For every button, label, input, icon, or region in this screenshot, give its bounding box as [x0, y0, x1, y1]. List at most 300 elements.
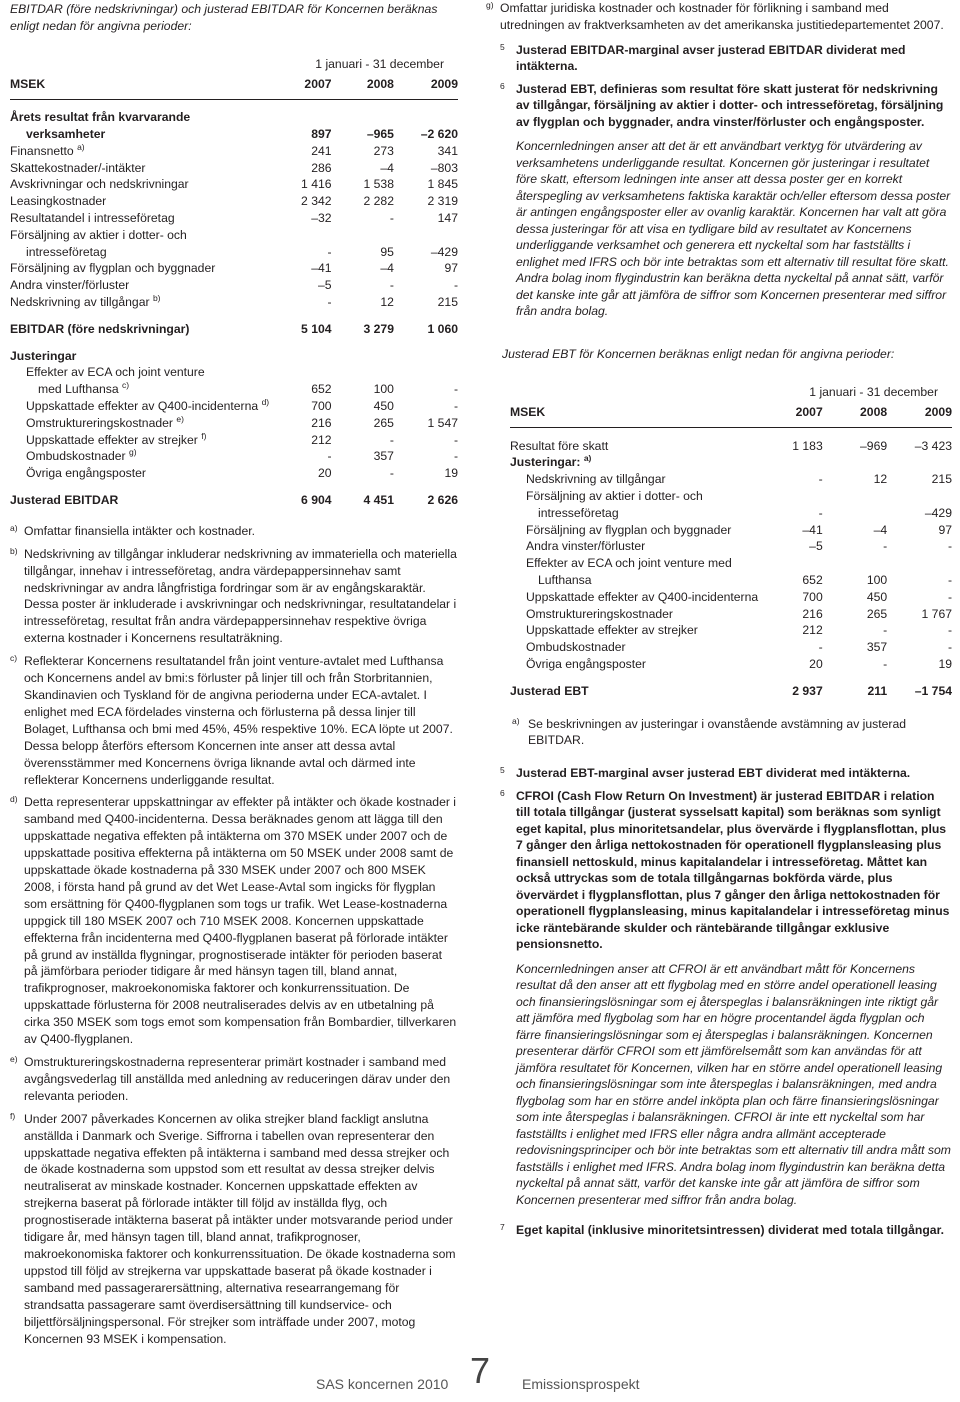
cell-value — [758, 454, 823, 471]
row-label — [510, 538, 758, 555]
year-header: 2009 — [430, 77, 458, 91]
table-header-row — [10, 76, 458, 99]
footnote-mark: g) — [486, 0, 494, 10]
row-label — [10, 448, 269, 465]
table-row — [10, 143, 458, 160]
cell-value: 97 — [938, 522, 952, 537]
period-label: 1 januari - 31 december — [315, 57, 444, 71]
row-label-text: Resultat före skatt — [510, 438, 609, 453]
cell-value: –5 — [809, 539, 823, 554]
spacer-row — [10, 338, 458, 348]
row-label-text: Uppskattade effekter av strejker — [26, 432, 198, 447]
period-label: 1 januari - 31 december — [809, 385, 938, 400]
cell-value — [269, 227, 331, 244]
row-label — [510, 522, 758, 539]
row-label-text: Justerad EBITDAR — [10, 493, 119, 508]
row-label — [10, 244, 269, 261]
footnote-mark: c) — [10, 653, 18, 664]
cell-value: 100 — [373, 382, 394, 397]
row-label-text: Försäljning av flygplan och byggnader — [526, 522, 732, 537]
row-label-text: intresseföretag — [26, 244, 107, 259]
cell-value — [269, 348, 331, 365]
row-label — [510, 589, 758, 606]
row-label — [10, 176, 269, 193]
cell-value: –41 — [802, 522, 823, 537]
cell-value — [887, 488, 952, 505]
table-row — [10, 260, 458, 277]
row-label — [510, 505, 758, 522]
row-label-text: Nedskrivning av tillgångar — [526, 472, 666, 487]
row-label — [510, 572, 758, 589]
cell-value: 241 — [311, 143, 332, 158]
row-label — [10, 294, 269, 311]
cell-value: 1 060 — [427, 321, 458, 336]
table-row — [510, 471, 952, 488]
row-label-text: verksamheter — [26, 127, 106, 142]
row-label-text: Övriga engångsposter — [26, 466, 146, 481]
table-row — [510, 606, 952, 623]
table-row — [510, 505, 952, 522]
cell-value — [394, 364, 458, 381]
cell-value: 19 — [938, 656, 952, 671]
cell-value: 216 — [802, 606, 823, 621]
cell-value — [269, 364, 331, 381]
spacer — [10, 311, 458, 321]
table-row — [10, 193, 458, 210]
row-label-text: Uppskattade effekter av Q400-incidenterna — [526, 589, 759, 604]
row-label-text: Effekter av ECA och joint venture — [26, 365, 205, 380]
table-row — [510, 555, 952, 572]
definition-text: Eget kapital (inklusive minoritetsintressen) dividerat med totala tillgångar. — [516, 1223, 945, 1238]
row-label-text: Skattekostnader/-intäkter — [10, 160, 146, 175]
table-row — [510, 639, 952, 656]
cell-value: 2 342 — [301, 194, 332, 209]
footnote-ref: g) — [128, 447, 137, 458]
row-label — [10, 126, 269, 143]
cell-value: 1 547 — [427, 415, 458, 430]
footnote-ref: a) — [77, 141, 85, 152]
row-label-text: Lufthansa — [538, 572, 592, 587]
footnote — [10, 1054, 458, 1105]
table-row — [510, 622, 952, 639]
row-label-text: Justeringar — [10, 348, 77, 363]
cell-value — [823, 555, 887, 572]
table-row — [10, 432, 458, 449]
definition-text: Justerad EBITDAR-marginal avser justerad EBITDAR dividerat med intäkterna. — [516, 42, 906, 74]
cell-value: –5 — [317, 278, 332, 293]
cell-value: –429 — [924, 505, 952, 520]
cell-value: –4 — [380, 261, 394, 276]
cell-value: 95 — [380, 244, 394, 259]
cell-value — [887, 555, 952, 572]
row-label-text: Försäljning av flygplan och byggnader — [10, 261, 216, 276]
footnote-text: Omfattar juridiska kostnader och kostnader för förlikning i samband med utredningen av fraktverksamheten av det amerikanska justitiedepartementet 2007. — [500, 1, 944, 32]
cell-value: 1 767 — [921, 606, 952, 621]
cell-value: - — [389, 432, 394, 447]
definition-mark: 6 — [500, 80, 505, 91]
footnote — [10, 523, 458, 540]
cell-value — [823, 454, 887, 471]
row-label-text: Resultatandel i intresseföretag — [10, 211, 175, 226]
cell-value: - — [947, 572, 952, 587]
cell-value: - — [327, 244, 332, 259]
cell-value: 450 — [373, 399, 394, 414]
footnote-a — [486, 716, 952, 750]
ebt-table — [510, 404, 952, 699]
cell-value: - — [947, 539, 952, 554]
year-header: 2009 — [924, 405, 952, 420]
cell-value — [332, 348, 394, 365]
table-row — [10, 210, 458, 227]
left-column — [10, 0, 458, 1347]
cell-value: –965 — [366, 127, 394, 142]
cell-value: - — [453, 382, 458, 397]
cell-value — [823, 505, 887, 522]
cell-value: –969 — [860, 438, 888, 453]
ebitdar-footnotes — [10, 523, 458, 1348]
row-label — [10, 160, 269, 177]
row-label — [510, 656, 758, 673]
row-label-text: med Lufthansa — [38, 382, 119, 397]
cell-value: 215 — [437, 295, 458, 310]
definition-text: Justerad EBT, definieras som resultat före skatt justerat för nedskrivning av tillgångar, försäljning av aktier i dotter- och intresseföretag, försäljning av flygplan och byggnader, andra vinster/förluster och engångsposter. — [516, 81, 944, 129]
table-row — [10, 415, 458, 432]
footnote — [10, 653, 458, 788]
page-number: 7 — [470, 1350, 491, 1391]
cell-value: 2 626 — [427, 493, 458, 508]
table-row — [510, 522, 952, 539]
cell-value: - — [453, 278, 458, 293]
table-row — [10, 348, 458, 365]
definition-text: CFROI (Cash Flow Return On Investment) är justerad EBITDAR i relation till totala tillgångar (justerat sysselsatt kapital) som beräknas som synligt eget kapital, plus minoritetsandelar, plus övervärde i flygplansflottan, plus 7 gånger den årliga nettokostnaden för operationell flygplansleasing plus finansiell nettoskuld, minus kapitalandelar i intresseföretag. Måttet kan också uttryckas som de totala tillgångarnas bokförda värde, plus övervärdet i flygplansflottan, plus 7 gånger den årliga nettokostnaden för operationell flygplansleasing, minus kapitalandelar i intresseföretag minus icke räntebärande skulder och räntebärande tillgångar exklusive pensionsnetto. — [516, 788, 950, 952]
cell-value: - — [883, 539, 888, 554]
spacer — [510, 428, 952, 438]
cell-value — [332, 227, 394, 244]
header-label: MSEK — [10, 77, 46, 91]
footnote-ref: a) — [583, 453, 592, 464]
cell-value: 212 — [311, 432, 332, 447]
cell-value: 215 — [931, 472, 952, 487]
cell-value: - — [818, 505, 823, 520]
cell-value: 273 — [373, 143, 394, 158]
ebitdar-intro: EBITDAR (före nedskrivningar) och justerad EBITDAR för Koncernen beräknas enligt nedan för angivna perioder: — [10, 2, 438, 33]
row-label-text: Årets resultat från kvarvarande — [10, 110, 191, 125]
cell-value: –32 — [311, 211, 332, 226]
row-label — [10, 492, 269, 509]
row-label-text: Omstruktureringskostnader — [26, 415, 173, 430]
cell-value: - — [947, 589, 952, 604]
row-label — [510, 488, 758, 505]
table-row — [10, 381, 458, 398]
cell-value: - — [883, 623, 888, 638]
row-label — [510, 471, 758, 488]
footnote-text: Detta representerar uppskattningar av effekter på intäkter och ökade kostnader i samband med Q400-incidenterna. Dessa beräknades genom att lägga till den uppskattade negativa effekten på intäkterna om 370 MSEK under 2007 och de uppskattade positiva effekterna på intäkterna om 50 MSEK under 2008 samt de uppskattade ökade kostnaderna på 330 MSEK under 2007 och 800 MSEK 2008, i första hand på grund av det Wet Lease-Avtal som ingicks för flygplan som ersättning för Q400-flygplanen som togs ur trafik. Wet Lease-kostnaderna uppgick till 180 MSEK 2007 och 710 MSEK 2008. Koncernen uppskattade effekterna från incidenterna med Q400-flygplanen baserat på förlorade intäkter på grund av inställda flygningar, prognostiserade intäkter för perioden baserat på jämförbara perioder tidigare år med hänsyn tagen till, bland annat, trafikprognoser, makroekonomiska faktorer och konkurrenssituation. De uppskattade förlusterna för 2008 neutraliserades delvis av en utbetalning på cirka 350 MSEK som togs emot som kompensation från Bombardier, tillverkaren av Q400-flygplanen. — [24, 795, 457, 1047]
row-label — [510, 454, 758, 471]
footnote-mark: a) — [512, 715, 520, 726]
row-label-text: Justeringar: — [510, 455, 581, 470]
row-label-text: Försäljning av aktier i dotter- och — [526, 489, 703, 503]
footnote-mark: d) — [10, 794, 18, 805]
cell-value: 19 — [444, 466, 458, 481]
definition-5 — [486, 42, 952, 75]
cell-value: 897 — [311, 127, 332, 142]
footnote — [10, 546, 458, 647]
table-row — [10, 294, 458, 311]
row-label — [10, 260, 269, 277]
row-label-text: EBITDAR (före nedskrivningar) — [10, 321, 190, 336]
spacer — [10, 482, 458, 492]
table-row — [10, 492, 458, 509]
cell-value: 1 538 — [363, 177, 394, 192]
definition-5b — [486, 765, 952, 782]
table-row — [10, 126, 458, 143]
cell-value: 3 279 — [363, 321, 394, 336]
cell-value: 265 — [373, 415, 394, 430]
table-row — [510, 589, 952, 606]
cell-value — [758, 555, 823, 572]
cell-value — [758, 488, 823, 505]
definition-6b — [486, 788, 952, 953]
table-row — [510, 683, 952, 700]
footnote-ref: c) — [122, 380, 130, 391]
footnote-ref: b) — [152, 293, 161, 303]
footnote-text: Se beskrivningen av justeringar i ovanstående avstämning av justerad EBITDAR. — [528, 716, 907, 748]
definition-7 — [486, 1222, 952, 1239]
cell-value: - — [453, 399, 458, 414]
cell-value — [823, 488, 887, 505]
row-label — [10, 432, 269, 449]
row-label-text: Försäljning av aktier i dotter- och — [10, 227, 187, 242]
footnote-mark: a) — [10, 522, 18, 533]
cell-value: 700 — [802, 589, 823, 604]
year-header: 2007 — [795, 405, 823, 420]
ebt-intro: Justerad EBT för Koncernen beräknas enligt nedan för angivna perioder: — [502, 346, 895, 361]
cell-value: - — [327, 449, 332, 464]
row-label-text: Övriga engångsposter — [526, 656, 646, 671]
footnote-text: Reflekterar Koncernens resultatandel från joint venture-avtalet med Lufthansa och Koncernens andel av bmi:s förluster på linjer till och från Storbritannien, Skandinavien och Tyskland för de angivna perioderna under ECA-avtalet. I enlighet med ECA fördelades vinsterna och förlusterna på dessa linjer till Bolaget, Lufthansa och bmi med 45%, 45% respektive 10%. ECA löpte ut 2007. Dessa belopp återförs eftersom Koncernen inte anser att dessa avtal överensstämmer med Koncernens övriga liknande avtal och därmed inte reflekterar Koncernens underliggande resultat. — [24, 654, 453, 787]
table-row — [10, 321, 458, 338]
footnote-mark: b) — [10, 545, 18, 556]
cell-value: - — [947, 640, 952, 655]
cell-value: - — [389, 211, 394, 226]
row-label-text: Ombudskostnader — [526, 640, 626, 655]
row-label-text: Justerad EBT — [510, 683, 589, 698]
row-label — [10, 143, 269, 160]
table-row — [510, 572, 952, 589]
cell-value: - — [327, 295, 332, 310]
row-label — [10, 210, 269, 227]
spacer — [510, 673, 952, 683]
definition-mark: 5 — [500, 41, 505, 52]
cell-value: 652 — [802, 572, 823, 587]
cell-value: 216 — [311, 415, 332, 430]
cell-value: 1 416 — [301, 177, 332, 192]
cell-value — [332, 364, 394, 381]
footnote-mark: e) — [10, 1054, 18, 1065]
row-label-text: Leasingkostnader — [10, 194, 107, 209]
row-label — [510, 606, 758, 623]
table-row — [10, 398, 458, 415]
row-label — [510, 438, 758, 455]
cell-value: –1 754 — [914, 683, 952, 698]
footnote-text: Omstruktureringskostnaderna representerar primärt kostnader i samband med avgångsvederlag till anställda med anledning av reduceringen därav under den relevanta perioden. — [24, 1055, 451, 1103]
cell-value: 12 — [873, 472, 888, 487]
cell-value: 450 — [866, 589, 888, 604]
table-row — [510, 538, 952, 555]
year-header: 2007 — [304, 77, 332, 91]
footer-left: SAS koncernen 2010 — [316, 1376, 449, 1392]
cell-value: 357 — [866, 640, 888, 655]
footnote-text: Omfattar finansiella intäkter och kostnader. — [24, 523, 256, 538]
cell-value: 211 — [867, 683, 888, 698]
cell-value: - — [883, 656, 888, 671]
row-label — [10, 193, 269, 210]
definition-mark: 7 — [500, 1222, 505, 1233]
cell-value — [887, 454, 952, 471]
row-label — [10, 321, 269, 338]
right-column — [486, 0, 952, 1239]
cell-value — [332, 109, 394, 126]
row-label-text: Finansnetto — [10, 143, 74, 158]
cell-value: - — [389, 466, 394, 481]
cell-value: 2 319 — [427, 194, 458, 209]
row-label — [510, 555, 758, 572]
row-label-text: Andra vinster/förluster — [10, 278, 130, 293]
row-label — [10, 348, 269, 365]
year-header: 2008 — [860, 405, 888, 420]
cell-value: 97 — [444, 261, 458, 276]
cell-value — [269, 109, 331, 126]
footnote — [10, 794, 458, 1048]
definition-text: Justerad EBT-marginal avser justerad EBT dividerat med intäkterna. — [516, 766, 911, 781]
cell-value: –41 — [311, 261, 332, 276]
cell-value: 100 — [866, 572, 888, 587]
cell-value: 341 — [437, 143, 458, 158]
row-label — [10, 381, 269, 398]
cell-value: 20 — [809, 656, 823, 671]
table-row — [510, 656, 952, 673]
cell-value: –4 — [873, 522, 888, 537]
spacer-row — [510, 428, 952, 438]
cell-value: –2 620 — [420, 127, 458, 142]
footnote-ref: e) — [176, 413, 184, 424]
footnote-g — [486, 0, 952, 34]
footnote-ref: d) — [261, 396, 270, 407]
cell-value: - — [818, 640, 823, 655]
cell-value: 652 — [311, 382, 332, 397]
table-row — [510, 454, 952, 471]
table-row — [10, 465, 458, 482]
cell-value: - — [947, 623, 952, 638]
spacer-row — [10, 99, 458, 109]
cell-value: 286 — [311, 160, 332, 175]
cell-value: 5 104 — [301, 321, 332, 336]
footer-right: Emissionsprospekt — [522, 1376, 640, 1392]
row-label — [510, 639, 758, 656]
row-label — [10, 364, 269, 381]
table-row — [10, 277, 458, 294]
row-label — [10, 415, 269, 432]
spacer — [10, 99, 458, 109]
row-label — [10, 227, 269, 244]
ebt-explanation: Koncernledningen anser att det är ett användbart verktyg för utvärdering av verksamhetens underliggande resultat. Koncernen gör justeringar i resultatet före skatt, eftersom ledningen inte anser att dessa poster ger en korrekt återspegling av verksamhetens faktiska karaktär och/eller eftersom dessa poster är antingen engångsposter eller av ovanlig karaktär. Koncernen har valt att göra dessa justeringar för att visa en tydligare bild av resultatet av Koncernens underliggande verksamhet och generera ett nyckeltal som har fastställts i enlighet med IFRS och bör inte betraktas som ett alternativ till resultat före skatt. Andra bolag inom flygindustrin kan beräkna detta nyckeltal på annat sätt, varför det kanske inte går att jämföra de siffror som Koncernen presenterar med siffror från andra bolag. — [516, 139, 951, 319]
table-row — [10, 244, 458, 261]
cell-value: 12 — [380, 295, 394, 310]
spacer — [10, 338, 458, 348]
spacer-row — [10, 311, 458, 321]
row-label — [510, 683, 758, 700]
cell-value: 357 — [373, 449, 394, 464]
row-label-text: Uppskattade effekter av Q400-incidenterna — [26, 399, 259, 414]
cell-value: –4 — [380, 160, 394, 175]
cell-value: 4 451 — [363, 493, 394, 508]
cell-value: 147 — [437, 211, 458, 226]
row-label — [10, 398, 269, 415]
cell-value: 2 282 — [363, 194, 394, 209]
cell-value: –3 423 — [914, 438, 952, 453]
row-label-text: Andra vinster/förluster — [526, 539, 646, 554]
spacer-row — [510, 673, 952, 683]
cell-value: 700 — [311, 399, 332, 414]
header-label: MSEK — [510, 405, 546, 420]
row-label — [10, 465, 269, 482]
year-header: 2008 — [366, 77, 394, 91]
footnote-mark: f) — [10, 1110, 16, 1121]
table-row — [510, 488, 952, 505]
cell-value: 6 904 — [301, 493, 332, 508]
definition-mark: 5 — [500, 765, 505, 776]
table-row — [10, 160, 458, 177]
cell-value: - — [453, 449, 458, 464]
cell-value: –429 — [430, 244, 458, 259]
cell-value — [394, 109, 458, 126]
row-label-text: Effekter av ECA och joint venture med — [526, 556, 732, 571]
row-label — [10, 109, 269, 126]
table-row — [10, 109, 458, 126]
cfroi-explanation: Koncernledningen anser att CFROI är ett användbart mått för Koncernens resultat då den anser att ett flygbolag med en större andel operationell leasing och finansieringslösningar som ej återspeglas i balansräkningen inte riktigt går att jämföra med flygbolag som har en högre procentandel ägda flygplan och färre finansieringslösningar som ej återspeglas i balansräkningen. Koncernen presenterar därför CFROI som ett jämförelsemått som kan användas för att jämföra resultatet för Koncernen, vilken har en större andel operationell leasing och finansieringslösningar som inte återspeglas i balansräkningen, med andra flygbolag som har en större andel inköpta plan och färre finansieringslösningar som inte återspeglas i balansräkningen. CFROI är inte ett nyckeltal som har fastställts i enlighet med IFRS eller några andra allmänt accepterade redovisningsprinciper och bör inte betraktas som ett alternativ till andra mått som fastställs i enlighet med IFRS. Andra bolag inom flygindustrin kan beräkna detta nyckeltal på annat sätt, varför det kanske inte går att jämföra de siffror som Koncernen presenterar med siffror från andra bolag. — [516, 961, 951, 1207]
cell-value: 212 — [802, 623, 823, 638]
table-header-row — [510, 404, 952, 427]
row-label-text: Nedskrivning av tillgångar — [10, 295, 150, 310]
table-row — [10, 176, 458, 193]
footnote-ref: f) — [201, 430, 207, 441]
cell-value: 265 — [866, 606, 888, 621]
cell-value: - — [818, 472, 823, 487]
cell-value — [394, 227, 458, 244]
row-label-text: Ombudskostnader — [26, 449, 126, 464]
row-label-text: Uppskattade effekter av strejker — [526, 623, 698, 638]
cell-value: 1 183 — [792, 438, 823, 453]
cell-value: - — [389, 278, 394, 293]
footnote-text: Under 2007 påverkades Koncernen av olika strejker bland fackligt anslutna anställda i Danmark och Sverige. Siffrorna i tabellen ovan representerar den uppskattade negativa effekten på intäkterna i samband med dessa strejker och de ökade kostnaderna som uppstod som ett resultat av dessa strejker delvis neutraliserat av minskade kostnader. Koncernen uppskattade effekten av strejkerna baserat på förlorade intäkter till följd av inställda flyg, och prognostiserade intäkterna baserat på intäkter under motsvarande period under tidigare år, med hänsyn tagen till, bland annat, trafikprognoser, makroekonomiska faktorer och konkurrenssituation. De ökade kostnaderna som uppstod till följd av strejkerna var uppskattade baserat på ökade kostnader i samband med passagerarersättning, alternativa researrangemang för strandsatta passagerare samt överdisersättning till kundservice- och biljettförsäljningspersonal. För strejker som inträffade under 2007, motog Koncernen 93 MSEK i kompensation. — [24, 1111, 456, 1346]
cell-value: 2 937 — [792, 683, 823, 698]
footnote-text: Nedskrivning av tillgångar inkluderar nedskrivning av immateriella och materiella tillgångar, innehav i intresseföretag, andra värdepappersinnehav samt nedskrivningar av andra långfristiga fordringar som är av engångskaraktär. Dessa poster är inkluderade i avskrivningar och nedskrivningar, resultatandelar i intresseföretag, resultat från andra värdepappersinnehav respektive övriga externa kostnader i Koncernens resultaträkning. — [24, 546, 457, 646]
cell-value: 1 845 — [427, 177, 458, 192]
cell-value: 20 — [317, 466, 332, 481]
spacer-row — [10, 482, 458, 492]
table-row — [10, 227, 458, 244]
cell-value: - — [453, 432, 458, 447]
cell-value: –803 — [430, 160, 458, 175]
row-label — [10, 277, 269, 294]
row-label — [510, 622, 758, 639]
definition-mark: 6 — [500, 787, 505, 798]
cell-value — [394, 348, 458, 365]
table-row — [10, 448, 458, 465]
row-label-text: intresseföretag — [538, 505, 619, 520]
table-row — [510, 438, 952, 455]
row-label-text: Omstruktureringskostnader — [526, 606, 673, 621]
